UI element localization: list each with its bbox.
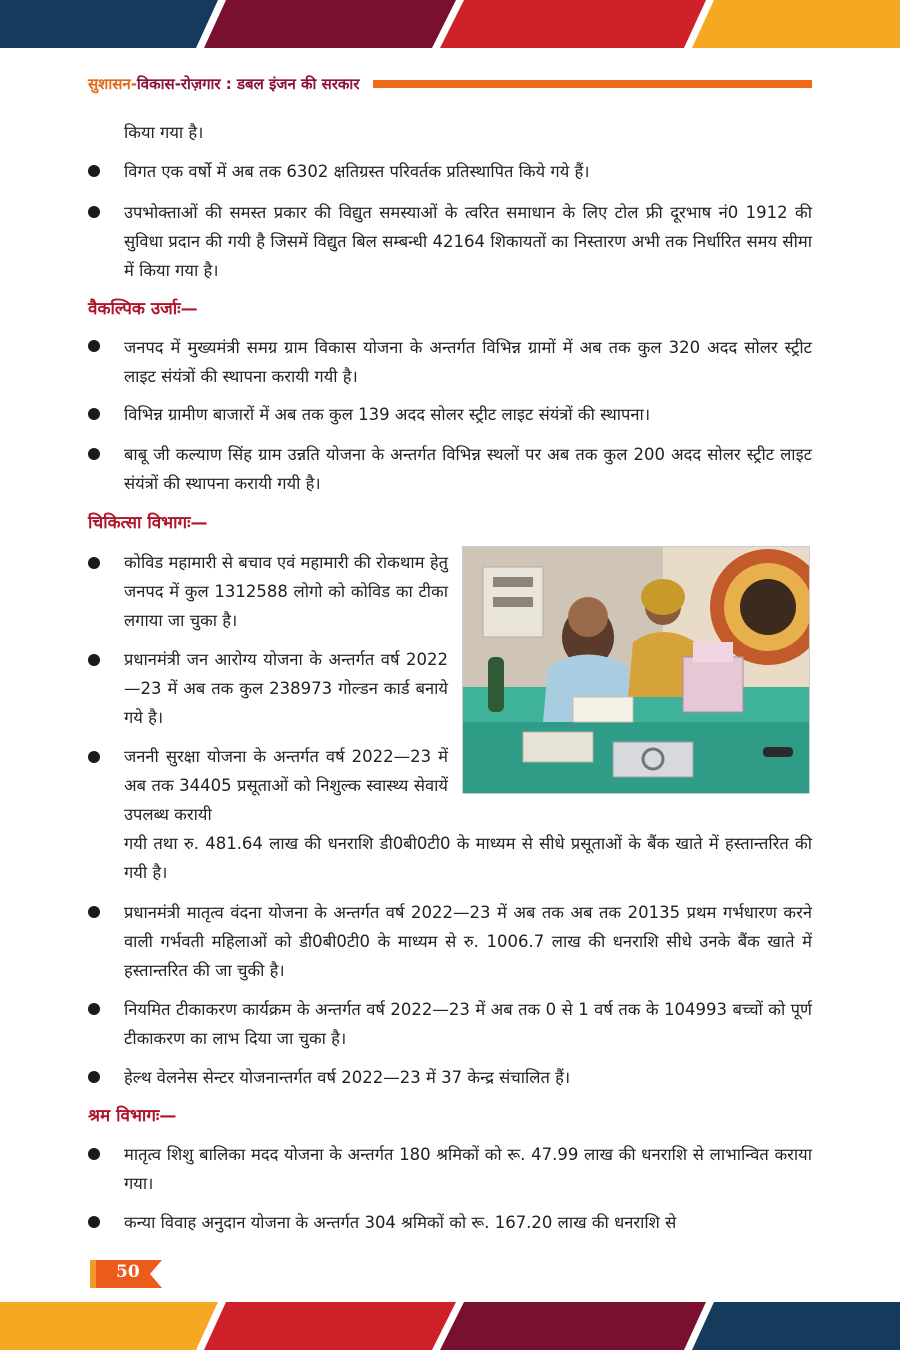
bullet-dot	[88, 1216, 100, 1228]
section-heading-energy: वैकल्पिक उर्जाः—	[88, 299, 198, 319]
bottom-color-band	[0, 1302, 900, 1350]
header-title: सुशासन-विकास-रोज़गार : डबल इंजन की सरकार	[88, 75, 360, 93]
health-camp-photo	[462, 546, 810, 794]
bullet-dot	[88, 340, 100, 352]
bullet-dot	[88, 1148, 100, 1160]
health-bullet-3-part2: गयी तथा रु. 481.64 लाख की धनराशि डी0बी0टी0 के माध्यम से सीधे प्रसूताओं के बैंक खाते में हस्तान्तरित की गयी है।	[124, 834, 812, 882]
top-color-band	[0, 0, 900, 48]
bullet-dot	[88, 557, 100, 569]
bullet-dot	[88, 1003, 100, 1015]
health-bullet-6: हेल्थ वेलनेस सेन्टर योजनान्तर्गत वर्ष 2022—23 में 37 केन्द्र संचालित हैं।	[124, 1068, 571, 1087]
labour-bullet-2: कन्या विवाह अनुदान योजना के अन्तर्गत 304 श्रमिकों को रू. 167.20 लाख की धनराशि से	[124, 1213, 677, 1232]
labour-bullet-1: मातृत्व शिशु बालिका मदद योजना के अन्तर्गत 180 श्रमिकों को रू. 47.99 लाख की धनराशि से लाभान्वित कराया गया।	[124, 1145, 812, 1193]
bullet-dot	[88, 1071, 100, 1083]
power-bullet-1: विगत एक वर्षो में अब तक 6302 क्षतिग्रस्त परिवर्तक प्रतिस्थापित किये गये हैं।	[124, 162, 590, 181]
bullet-dot	[88, 206, 100, 218]
bullet-dot	[88, 165, 100, 177]
power-bullet-2: उपभोक्ताओं की समस्त प्रकार की विद्युत समस्याओं के त्वरित समाधान के लिए टोल फ्री दूरभाष नं0 1912 की सुविधा प्रदान की गयी है जिसमें विद्युत बिल सम्बन्धी 42164 शिकायतों का निस्तारण अभी तक निर्धारित समय सीमा में किया गया है।	[124, 203, 812, 280]
header-rule	[373, 80, 812, 88]
section-heading-labour: श्रम विभागः—	[88, 1106, 177, 1126]
energy-bullet-2: विभिन्न ग्रामीण बाजारों में अब तक कुल 139 अदद सोलर स्ट्रीट लाइट संयंत्रों की स्थापना।	[124, 405, 651, 424]
health-bullet-2: प्रधानमंत्री जन आरोग्य योजना के अन्तर्गत वर्ष 2022—23 में अब तक कुल 238973 गोल्डन कार्ड बनाये गये है।	[124, 650, 448, 727]
energy-bullet-3: बाबू जी कल्याण सिंह ग्राम उन्नति योजना के अन्तर्गत विभिन्न स्थलों पर अब तक कुल 200 अदद सोलर स्ट्रीट लाइट संयंत्रों की स्थापना करायी गयी है।	[124, 445, 812, 493]
bullet-dot	[88, 448, 100, 460]
health-bullet-3-part1: जननी सुरक्षा योजना के अन्तर्गत वर्ष 2022—23 में अब तक 34405 प्रसूताओं को निशुल्क स्वास्थ्य सेवायें उपलब्ध करायी	[124, 747, 448, 824]
health-bullet-4: प्रधानमंत्री मातृत्व वंदना योजना के अन्तर्गत वर्ष 2022—23 में अब तक अब तक 20135 प्रथम गर्भधारण करने वाली गर्भवती महिलाओं को डी0बी0टी0 के माध्यम से रु. 1006.7 लाख की धनराशि सीधे उनके बैंक खाते में हस्तान्तरित की जा चुकी है।	[124, 903, 812, 980]
bullet-dot	[88, 408, 100, 420]
health-bullet-5: नियमित टीकाकरण कार्यक्रम के अन्तर्गत वर्ष 2022—23 में अब तक 0 से 1 वर्ष तक के 104993 बच्चों को पूर्ण टीकाकरण का लाभ दिया जा चुका है।	[124, 1000, 812, 1048]
bullet-dot	[88, 906, 100, 918]
bullet-dot	[88, 751, 100, 763]
health-bullet-1: कोविड महामारी से बचाव एवं महामारी की रोकथाम हेतु जनपद में कुल 1312588 लोगो को कोविड का टीका लगाया जा चुका है।	[124, 553, 448, 630]
intro-continuation: किया गया है।	[124, 123, 204, 142]
page-number: 50	[116, 1262, 140, 1282]
page-header	[88, 70, 812, 98]
energy-bullet-1: जनपद में मुख्यमंत्री समग्र ग्राम विकास योजना के अन्तर्गत विभिन्न ग्रामों में अब तक कुल 320 अदद सोलर स्ट्रीट लाइट संयंत्रों की स्थापना करायी गयी है।	[124, 338, 812, 386]
bullet-dot	[88, 654, 100, 666]
section-heading-health: चिकित्सा विभागः—	[88, 513, 208, 533]
